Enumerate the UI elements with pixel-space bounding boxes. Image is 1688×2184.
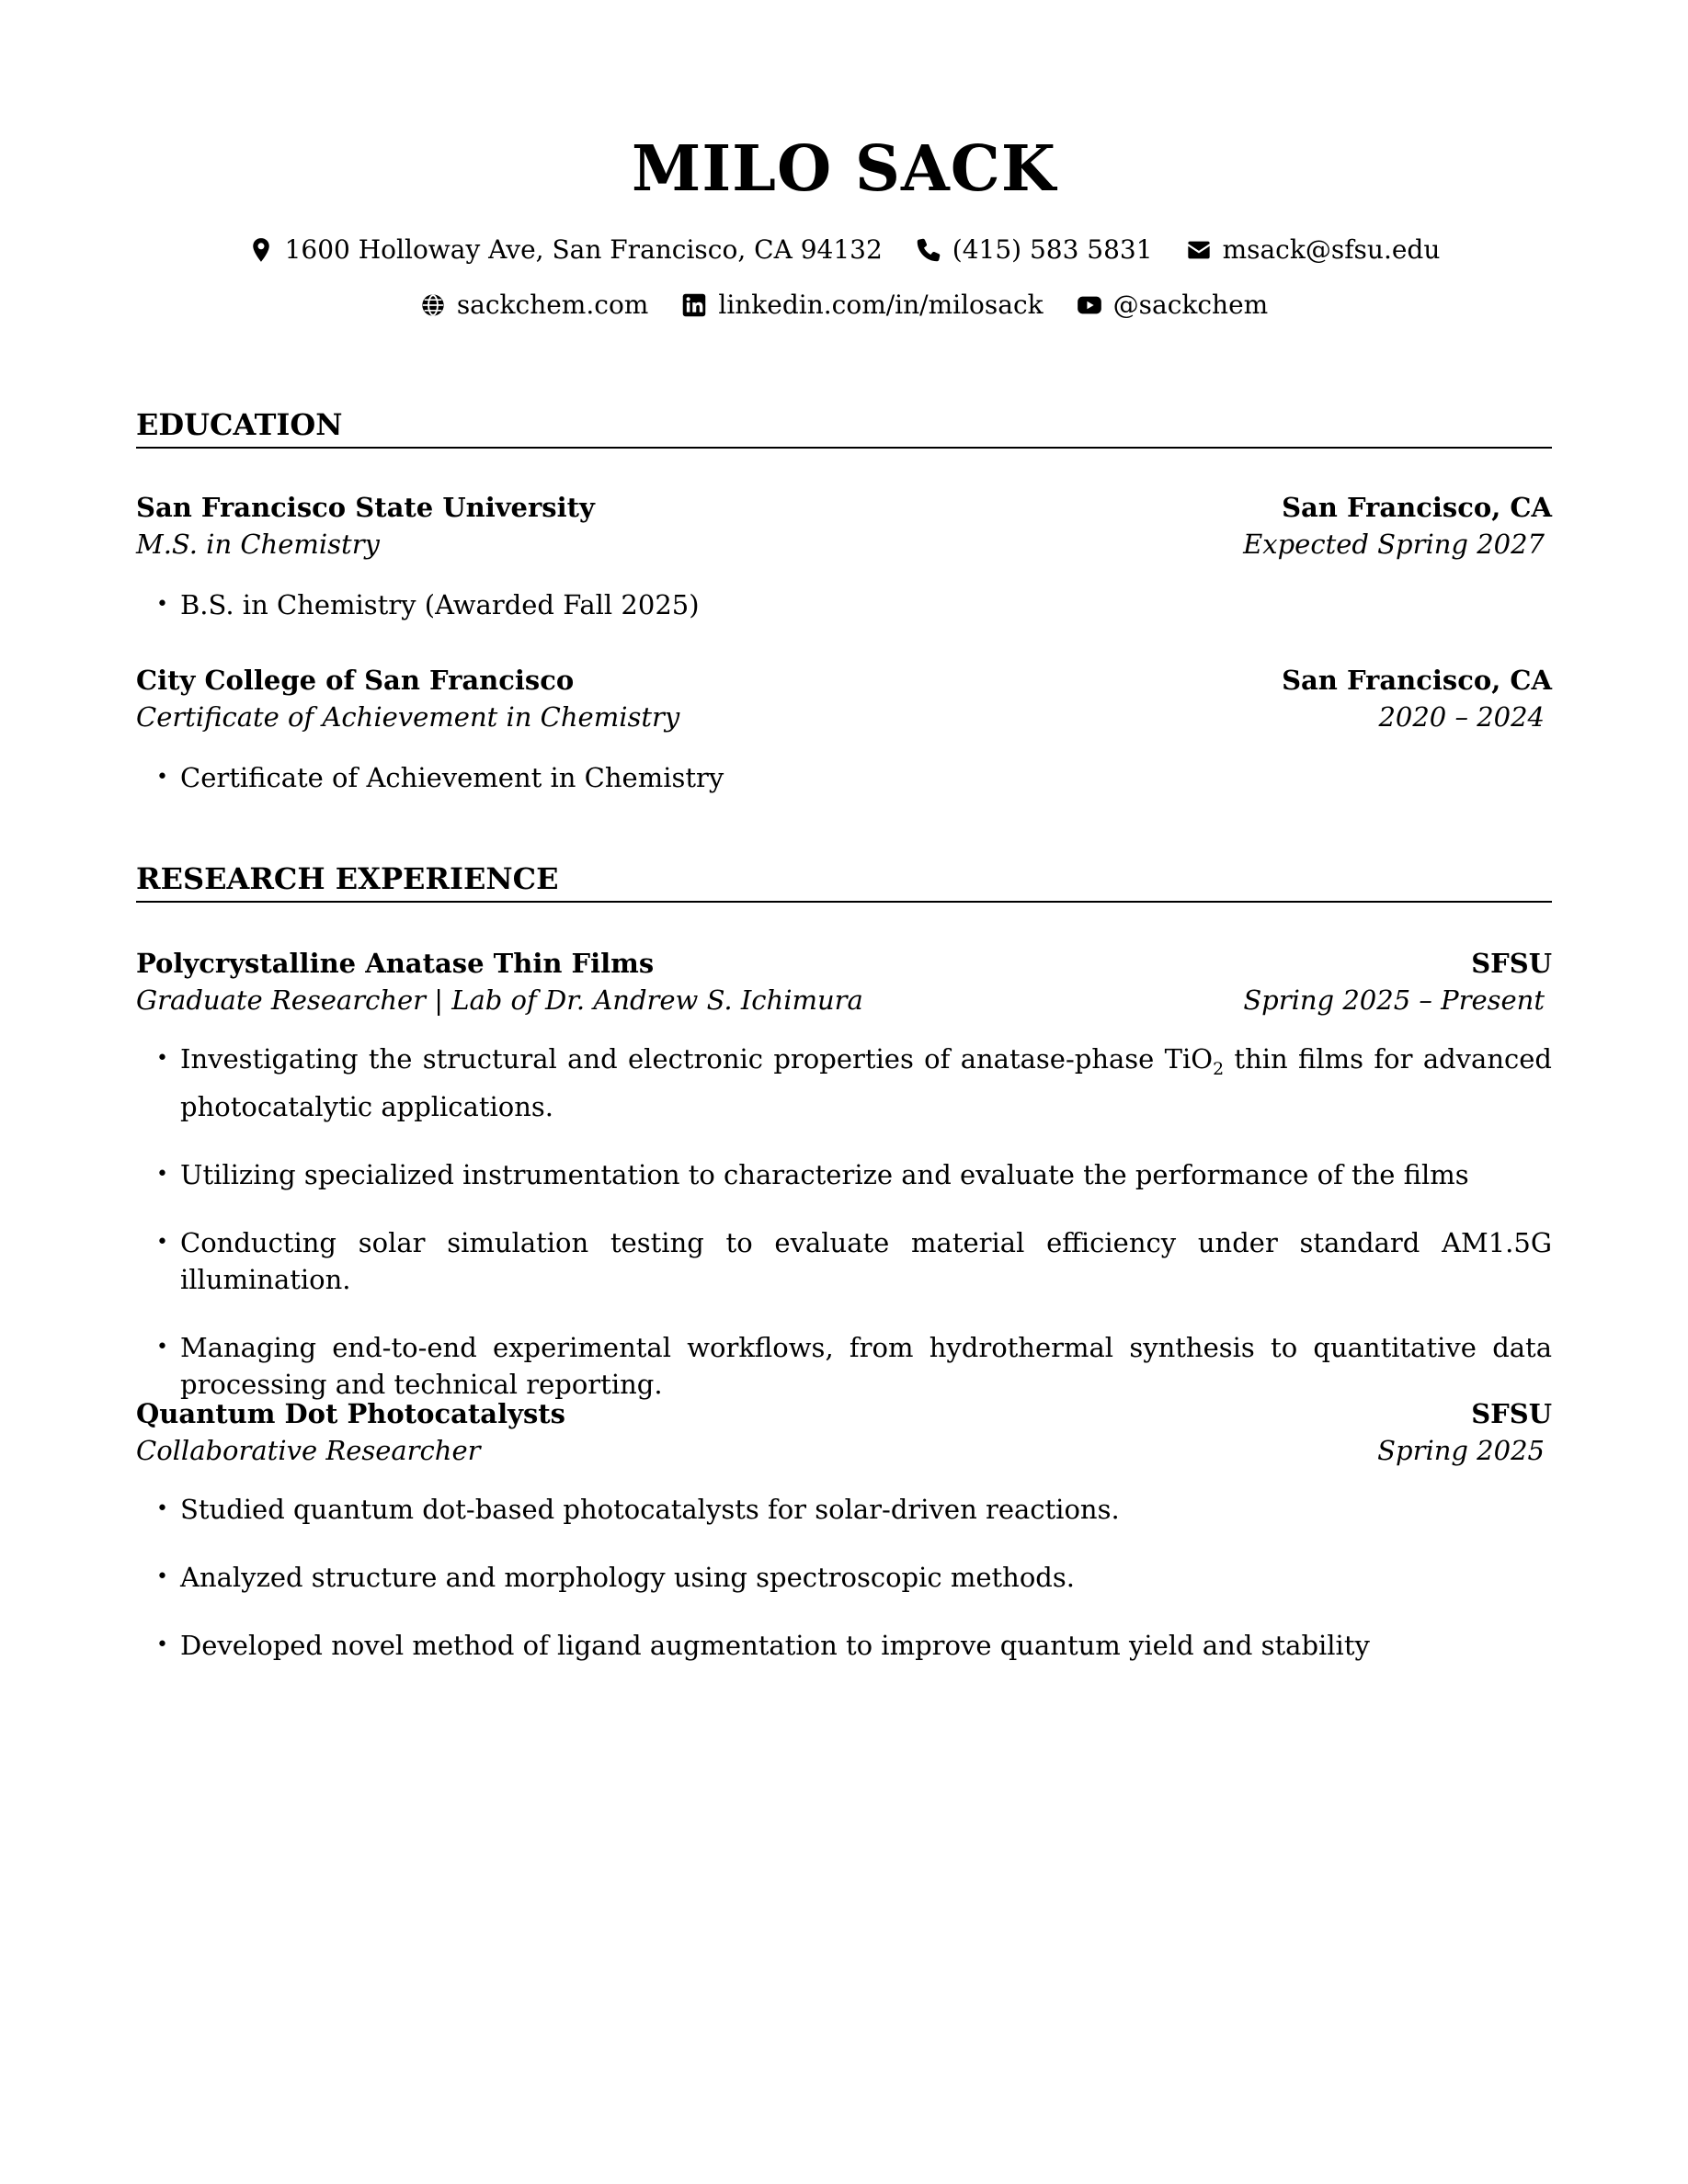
bullet-text: Analyzed structure and morphology using spectroscopic methods. bbox=[180, 1562, 1075, 1593]
project-org: SFSU bbox=[1471, 1398, 1552, 1429]
bullet-text-subscript: 2 bbox=[1213, 1059, 1225, 1079]
project-name: Quantum Dot Photocatalysts bbox=[136, 1398, 565, 1429]
youtube-text: @sackchem bbox=[1112, 290, 1269, 320]
entry-header-row bbox=[136, 945, 1552, 982]
research-entry-quantum-dot bbox=[136, 1395, 1552, 1664]
research-bullets bbox=[136, 1491, 1552, 1664]
entry-header-row bbox=[136, 489, 1552, 526]
entry-subheader-row bbox=[136, 982, 1552, 1018]
entry-header-row bbox=[136, 1395, 1552, 1432]
entry-subheader-row bbox=[136, 699, 1552, 735]
school-name: San Francisco State University bbox=[136, 492, 595, 523]
school-name: City College of San Francisco bbox=[136, 665, 575, 696]
list-item: • Investigating the structural and electronic properties of anatase-phase TiO$_2$ thin films for advanced photocatalytic applications. bbox=[156, 1043, 1552, 1122]
list-item: • Managing end-to-end experimental workflows, from hydrothermal synthesis to quantitative data processing and technical reporting. bbox=[156, 1331, 1552, 1400]
project-date: Spring 2025 bbox=[1377, 1435, 1545, 1466]
project-org: SFSU bbox=[1471, 948, 1552, 979]
list-item: • Certificate of Achievement in Chemistry bbox=[156, 762, 724, 793]
website-text: sackchem.com bbox=[456, 290, 649, 320]
linkedin-text: linkedin.com/in/milosack bbox=[718, 290, 1044, 320]
school-location: San Francisco, CA bbox=[1282, 665, 1552, 696]
list-item: • Studied quantum dot-based photocatalysts for solar-driven reactions. bbox=[156, 1494, 1120, 1525]
entry-subheader-row bbox=[136, 526, 1552, 563]
contact-phone[interactable] bbox=[916, 234, 1153, 265]
degree-name: M.S. in Chemistry bbox=[136, 529, 380, 560]
contact-linkedin[interactable] bbox=[681, 292, 1043, 318]
bullet-text-post: thin films for advanced photocatalytic applications. bbox=[180, 1043, 1552, 1122]
bullet-text: B.S. in Chemistry (Awarded Fall 2025) bbox=[180, 589, 700, 620]
phone-text: (415) 583 5831 bbox=[952, 234, 1153, 265]
education-heading: EDUCATION bbox=[136, 410, 1552, 449]
linkedin-icon bbox=[681, 292, 707, 318]
contact-row-primary bbox=[136, 234, 1552, 265]
candidate-name: MILO SACK bbox=[632, 132, 1056, 206]
bullet-text: Utilizing specialized instrumentation to characterize and evaluate the performance of the films bbox=[180, 1158, 1469, 1190]
project-name: Polycrystalline Anatase Thin Films bbox=[136, 948, 655, 979]
phone-icon bbox=[916, 237, 941, 263]
map-pin-icon bbox=[248, 237, 274, 263]
contact-youtube[interactable] bbox=[1077, 292, 1269, 318]
education-entry-sfsu bbox=[136, 489, 1552, 623]
bullet-text: Managing end-to-end experimental workflows, from hydrothermal synthesis to quantitative data processing and technical reporting. bbox=[180, 1331, 1552, 1400]
list-item: • Analyzed structure and morphology using spectroscopic methods. bbox=[156, 1562, 1075, 1593]
bullet-text: Conducting solar simulation testing to evaluate material efficiency under standard AM1.5G illumination. bbox=[180, 1226, 1552, 1295]
contact-address bbox=[248, 234, 883, 265]
degree-name: Certificate of Achievement in Chemistry bbox=[136, 701, 680, 733]
project-role: Graduate Researcher | Lab of Dr. Andrew S. Ichimura bbox=[136, 984, 863, 1016]
project-date: Spring 2025 – Present bbox=[1243, 984, 1545, 1016]
education-entry-ccsf bbox=[136, 662, 1552, 796]
education-bullets bbox=[136, 759, 1552, 796]
email-text: msack@sfsu.edu bbox=[1222, 234, 1441, 265]
address-text: 1600 Holloway Ave, San Francisco, CA 94132 bbox=[284, 234, 883, 265]
research-heading: RESEARCH EXPERIENCE bbox=[136, 864, 1552, 903]
school-location: San Francisco, CA bbox=[1282, 492, 1552, 523]
bullet-text: Developed novel method of ligand augmentation to improve quantum yield and stability bbox=[180, 1630, 1370, 1661]
contact-email[interactable] bbox=[1186, 234, 1441, 265]
list-item: • Utilizing specialized instrumentation to characterize and evaluate the performance of the films bbox=[156, 1158, 1469, 1190]
bullet-text-pre: Investigating the structural and electronic properties of anatase-phase TiO bbox=[180, 1043, 1214, 1075]
bullet-text: Studied quantum dot-based photocatalysts for solar-driven reactions. bbox=[180, 1494, 1120, 1525]
list-item: • Conducting solar simulation testing to evaluate material efficiency under standard AM1.5G illumination. bbox=[156, 1226, 1552, 1295]
research-entry-anatase bbox=[136, 945, 1552, 1403]
youtube-icon bbox=[1077, 292, 1102, 318]
degree-date: 2020 – 2024 bbox=[1378, 701, 1545, 733]
contact-website[interactable] bbox=[420, 292, 649, 318]
bullet-text: Certificate of Achievement in Chemistry bbox=[180, 762, 724, 793]
contact-row-secondary bbox=[136, 292, 1552, 318]
globe-icon bbox=[420, 292, 446, 318]
list-item: • Developed novel method of ligand augmentation to improve quantum yield and stability bbox=[156, 1630, 1370, 1661]
list-item: • B.S. in Chemistry (Awarded Fall 2025) bbox=[156, 589, 700, 620]
envelope-icon bbox=[1186, 237, 1212, 263]
entry-subheader-row bbox=[136, 1432, 1552, 1469]
project-role: Collaborative Researcher bbox=[136, 1435, 481, 1466]
degree-date: Expected Spring 2027 bbox=[1243, 529, 1545, 560]
education-bullets bbox=[136, 586, 1552, 623]
research-bullets bbox=[136, 1041, 1552, 1403]
entry-header-row bbox=[136, 662, 1552, 699]
